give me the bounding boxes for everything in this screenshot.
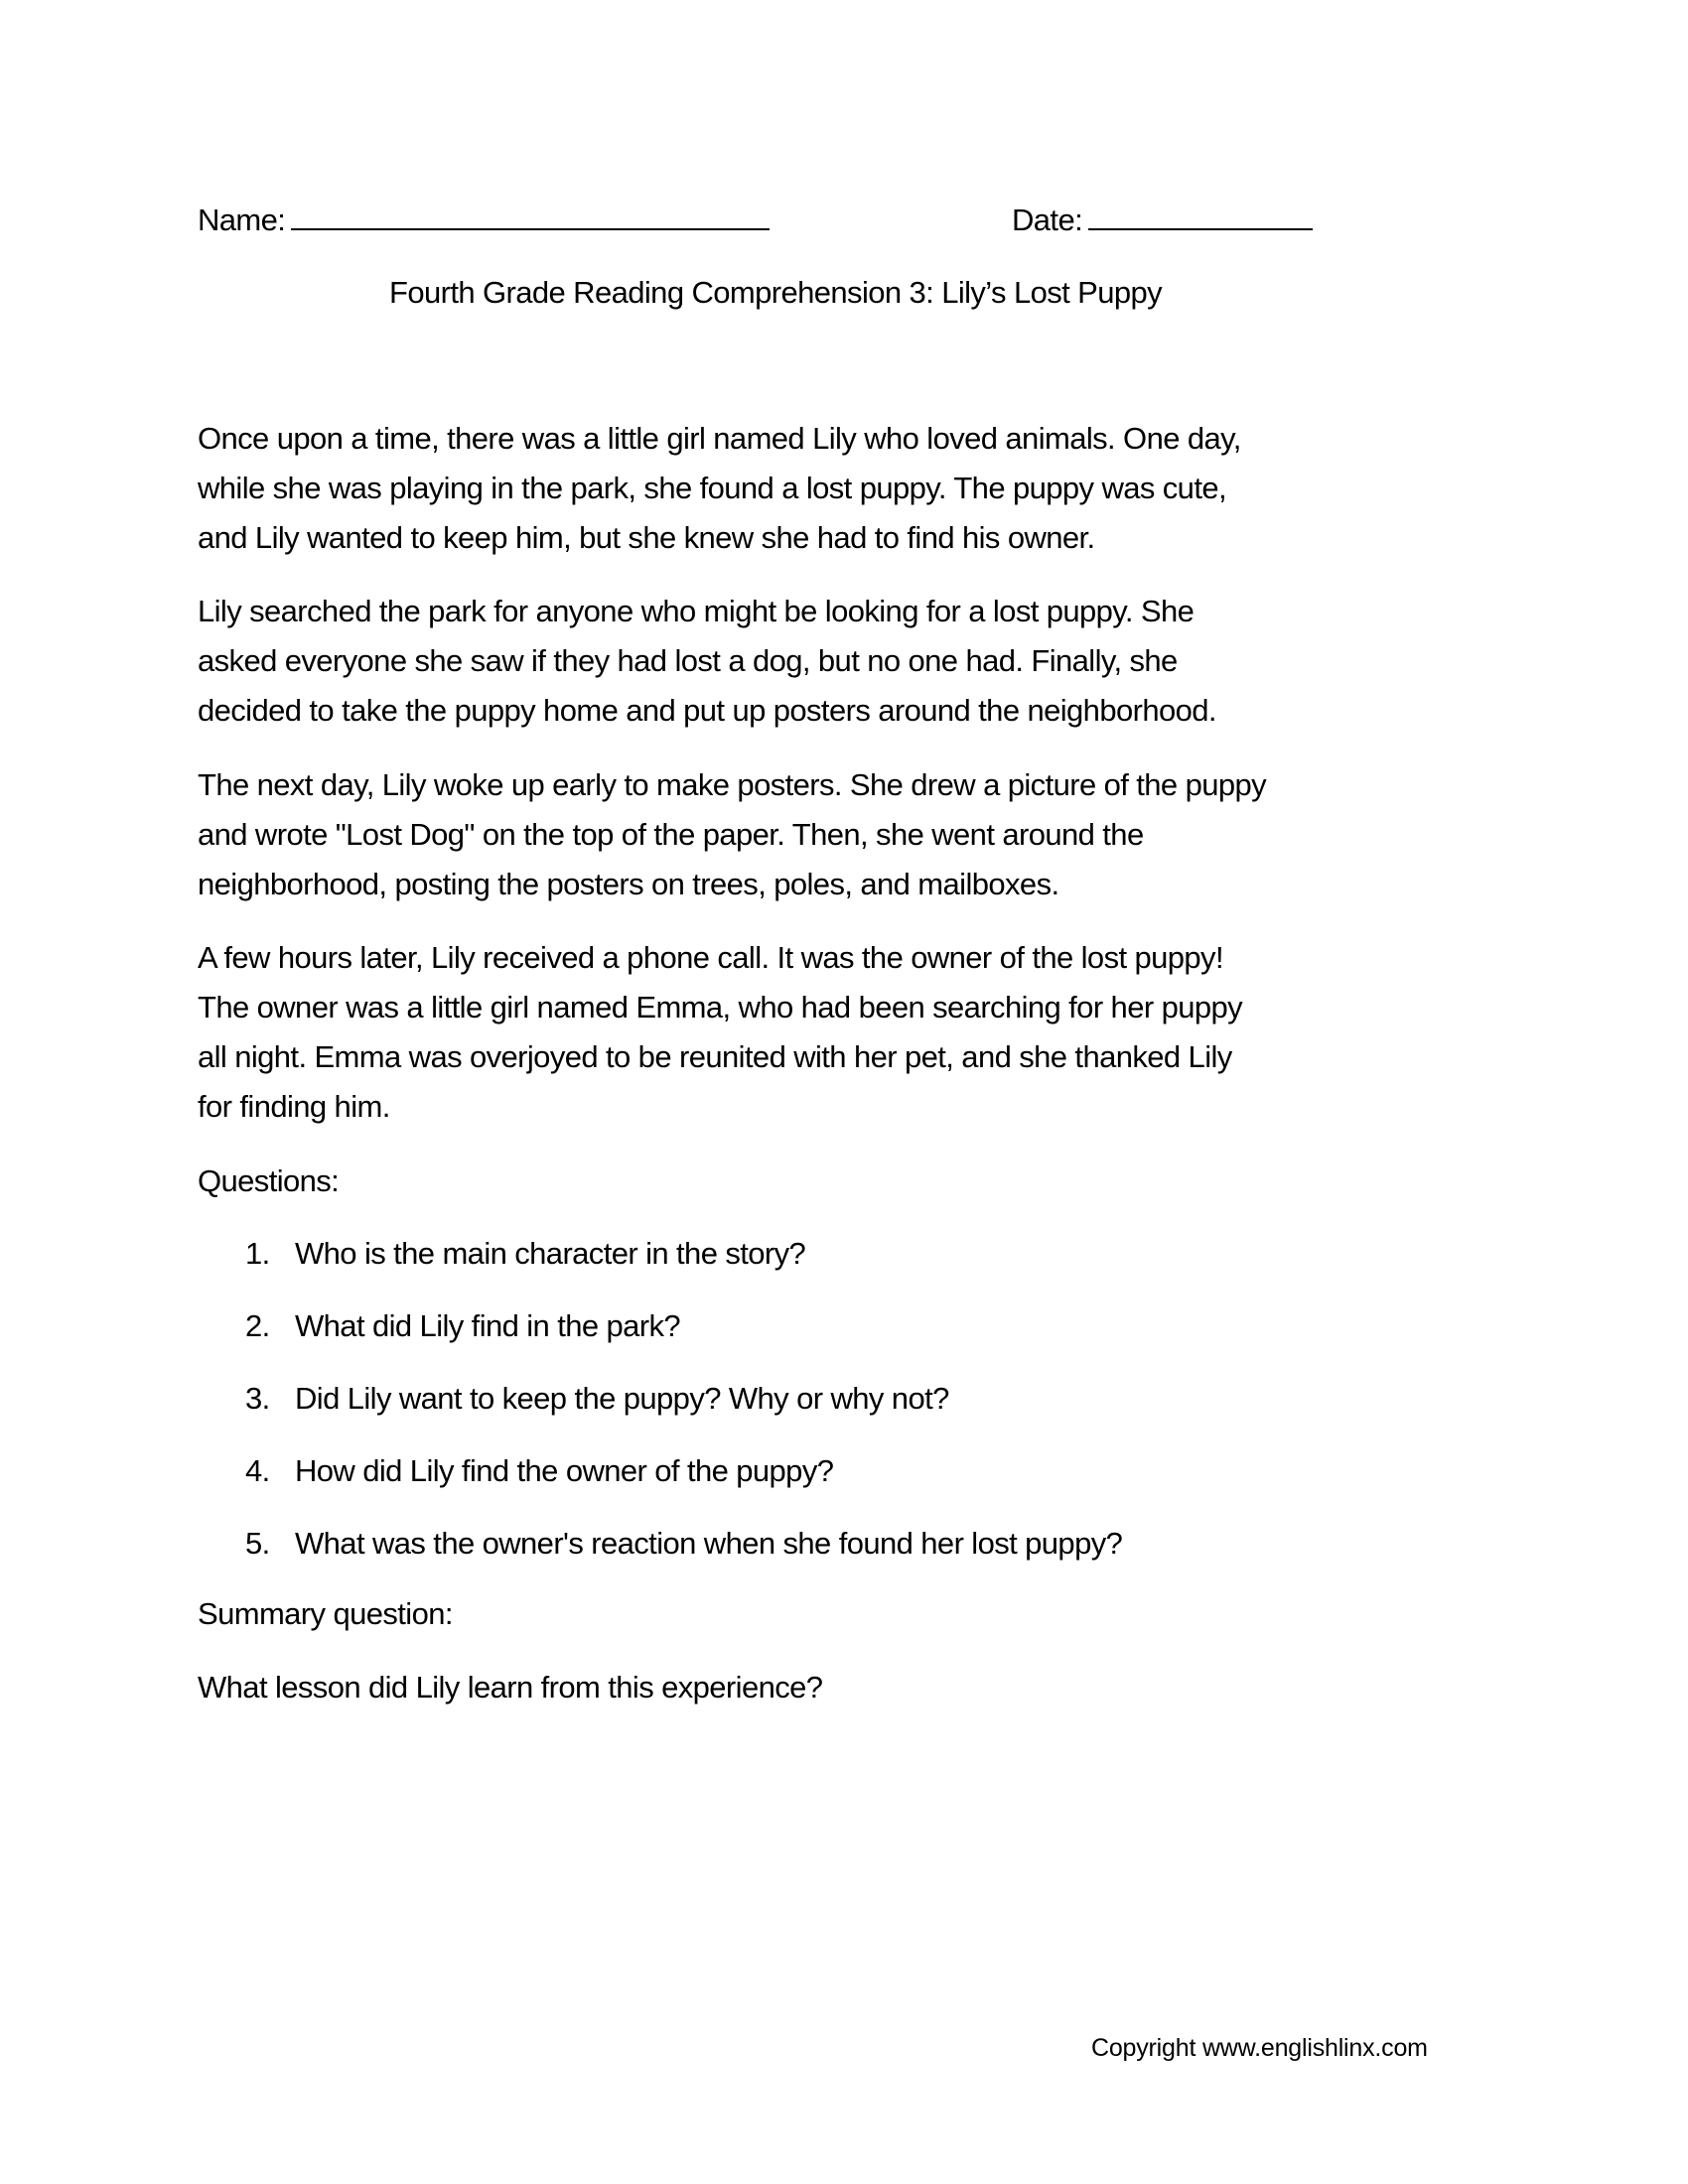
name-label: Name: xyxy=(198,203,286,237)
question-item-5 xyxy=(245,1519,1122,1569)
paragraph-line: Once upon a time, there was a little girl named Lily who loved animals. One day, xyxy=(198,421,1241,456)
date-label: Date: xyxy=(1012,203,1083,237)
question-number: 1. xyxy=(245,1236,270,1271)
paragraph-line: and Lily wanted to keep him, but she knew she had to find his owner. xyxy=(198,520,1095,555)
worksheet-title: Fourth Grade Reading Comprehension 3: Lily’s Lost Puppy xyxy=(389,275,1163,310)
summary-heading: Summary question: xyxy=(198,1596,453,1631)
paragraph-line: for finding him. xyxy=(198,1089,390,1124)
paragraph-line: all night. Emma was overjoyed to be reunited with her pet, and she thanked Lily xyxy=(198,1039,1232,1074)
story-paragraph-1 xyxy=(198,414,1508,563)
question-text: What was the owner's reaction when she found her lost puppy? xyxy=(295,1526,1123,1561)
question-number: 3. xyxy=(245,1381,270,1416)
paragraph-line: Lily searched the park for anyone who might be looking for a lost puppy. She xyxy=(198,594,1195,628)
question-item-4 xyxy=(245,1446,833,1496)
paragraph-line: while she was playing in the park, she found a lost puppy. The puppy was cute, xyxy=(198,471,1226,505)
paragraph-line: The next day, Lily woke up early to make posters. She drew a picture of the puppy xyxy=(198,767,1267,802)
paragraph-line: and wrote "Lost Dog" on the top of the paper. Then, she went around the xyxy=(198,817,1144,852)
question-text: What did Lily find in the park? xyxy=(295,1308,681,1343)
question-number: 4. xyxy=(245,1453,270,1488)
summary-question: What lesson did Lily learn from this experience? xyxy=(198,1670,823,1705)
question-number: 2. xyxy=(245,1308,270,1343)
question-item-3 xyxy=(245,1374,949,1424)
name-blank-line[interactable] xyxy=(291,199,770,230)
question-item-1 xyxy=(245,1229,805,1279)
name-field-row xyxy=(198,196,770,245)
paragraph-line: A few hours later, Lily received a phone call. It was the owner of the lost puppy! xyxy=(198,940,1223,975)
story-paragraph-2 xyxy=(198,587,1508,736)
story-paragraph-4 xyxy=(198,933,1508,1132)
question-number: 5. xyxy=(245,1526,270,1561)
question-text: How did Lily find the owner of the puppy? xyxy=(295,1453,834,1488)
story-paragraph-3 xyxy=(198,760,1508,909)
question-text: Who is the main character in the story? xyxy=(295,1236,806,1271)
copyright-footer: Copyright www.englishlinx.com xyxy=(1091,2034,1428,2062)
date-field-row xyxy=(1012,196,1313,245)
question-text: Did Lily want to keep the puppy? Why or why not? xyxy=(295,1381,949,1416)
paragraph-line: decided to take the puppy home and put up posters around the neighborhood. xyxy=(198,693,1216,728)
question-item-2 xyxy=(245,1301,680,1351)
paragraph-line: The owner was a little girl named Emma, who had been searching for her puppy xyxy=(198,990,1243,1024)
questions-heading: Questions: xyxy=(198,1163,340,1198)
date-blank-line[interactable] xyxy=(1088,199,1313,230)
paragraph-line: asked everyone she saw if they had lost a dog, but no one had. Finally, she xyxy=(198,643,1178,678)
paragraph-line: neighborhood, posting the posters on trees, poles, and mailboxes. xyxy=(198,867,1059,901)
